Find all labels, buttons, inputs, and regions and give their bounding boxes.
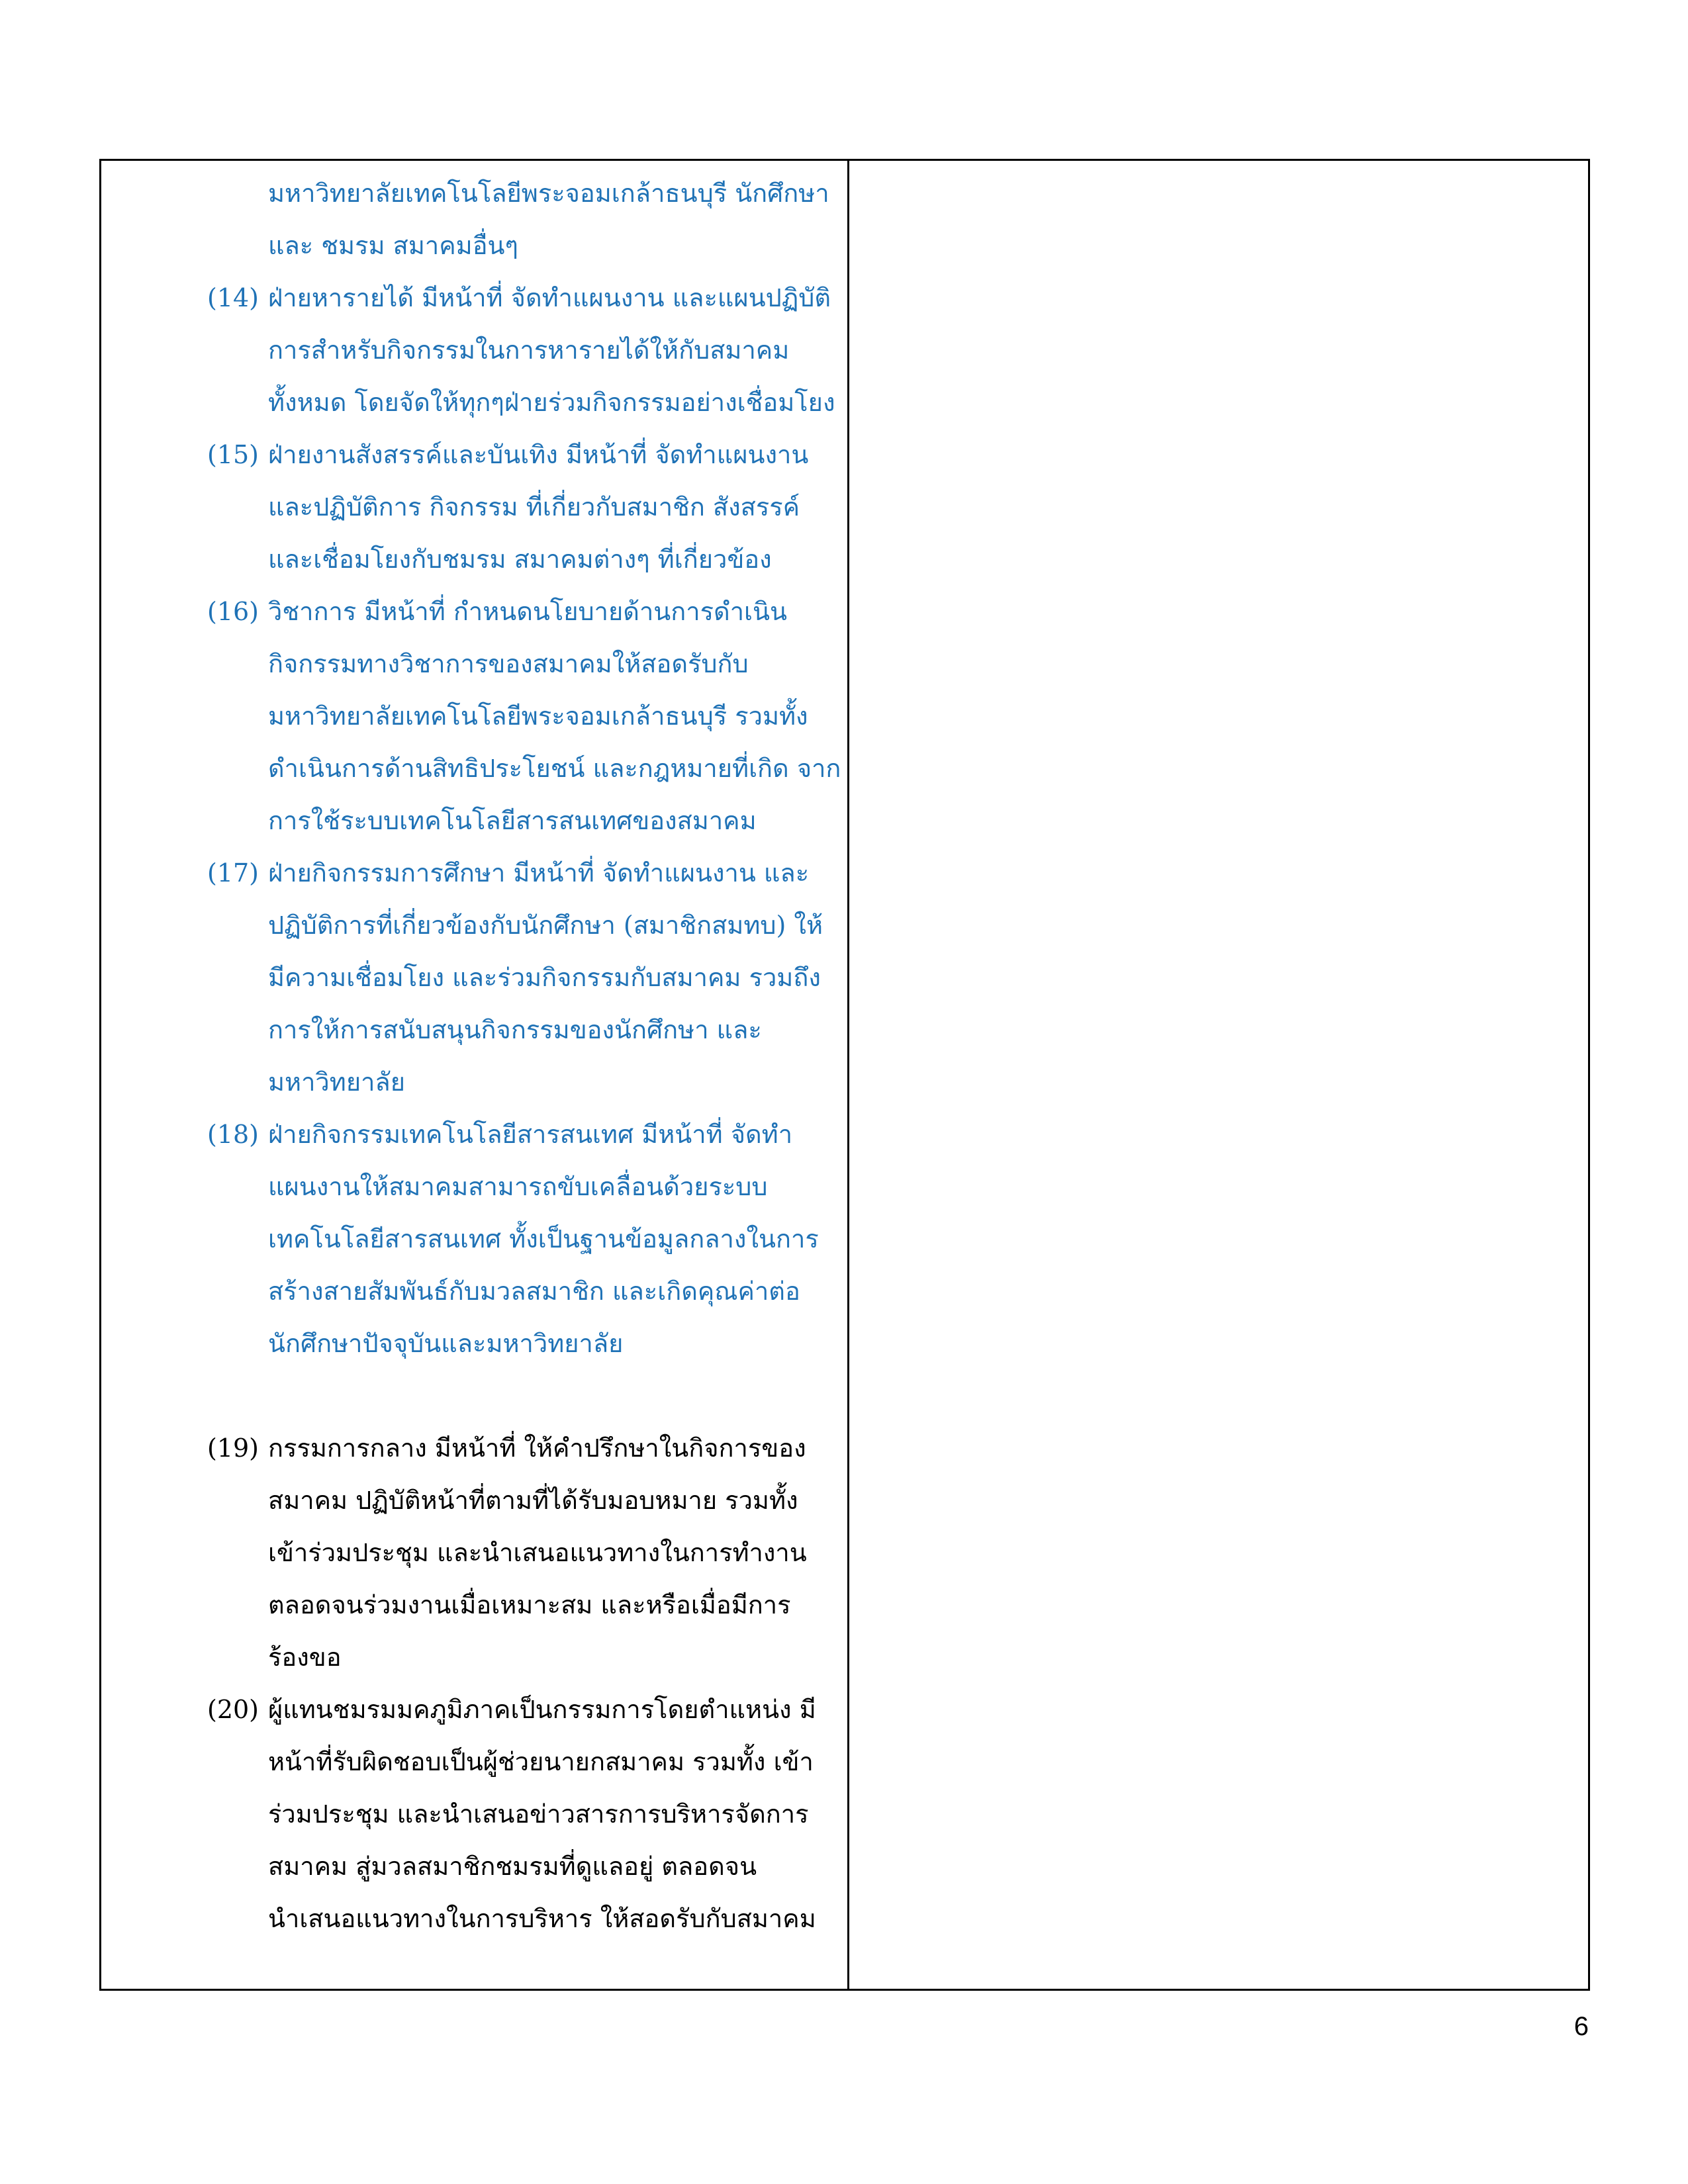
continuation-text xyxy=(207,167,922,272)
text-line: การให้การสนับสนุนกิจกรรมของนักศึกษา และ xyxy=(268,1015,762,1044)
text-line: ร่วมประชุม และนำเสนอข่าวสารการบริหารจัดการ xyxy=(268,1799,809,1829)
text-line: ร้องขอ xyxy=(268,1643,342,1672)
page-number: 6 xyxy=(1573,2012,1589,2041)
text-line: ฝ่ายหารายได้ มีหน้าที่ จัดทำแผนงาน และแผนปฏิบัติ xyxy=(268,283,831,312)
text-line: นำเสนอแนวทางในการบริหาร ให้สอดรับกับสมาคม xyxy=(268,1904,816,1933)
text-line: เทคโนโลยีสารสนเทศ ทั้งเป็นฐานข้อมูลกลางในการ xyxy=(268,1224,819,1253)
left-column xyxy=(207,167,922,1945)
text-line: มหาวิทยาลัย xyxy=(268,1068,405,1097)
item-number: (15) xyxy=(207,440,259,469)
text-line: กิจกรรมทางวิชาการของสมาคมให้สอดรับกับ xyxy=(268,649,749,678)
text-line: มหาวิทยาลัยเทคโนโลยีพระจอมเกล้าธนบุรี นักศึกษา xyxy=(268,179,829,208)
item-15 xyxy=(207,429,922,586)
item-19 xyxy=(207,1422,922,1684)
item-number: (20) xyxy=(207,1695,259,1724)
text-line: นักศึกษาปัจจุบันและมหาวิทยาลัย xyxy=(268,1329,624,1358)
text-line: เข้าร่วมประชุม และนำเสนอแนวทางในการทำงาน xyxy=(268,1538,807,1567)
text-line: และเชื่อมโยงกับชมรม สมาคมต่างๆ ที่เกี่ยวข้อง xyxy=(268,545,772,574)
item-14 xyxy=(207,272,922,429)
text-line: ปฏิบัติการที่เกี่ยวข้องกับนักศึกษา (สมาชิกสมทบ) ให้ xyxy=(268,911,823,940)
text-line: และปฏิบัติการ กิจกรรม ที่เกี่ยวกับสมาชิก สังสรรค์ xyxy=(268,492,800,522)
text-line: มหาวิทยาลัยเทคโนโลยีพระจอมเกล้าธนบุรี รวมทั้ง xyxy=(268,702,808,731)
text-line: สมาคม สู่มวลสมาชิกชมรมที่ดูแลอยู่ ตลอดจน xyxy=(268,1852,757,1881)
text-line: ทั้งหมด โดยจัดให้ทุกๆฝ่ายร่วมกิจกรรมอย่างเชื่อมโยง xyxy=(268,388,835,417)
item-number: (19) xyxy=(207,1433,259,1463)
text-line: การสำหรับกิจกรรมในการหารายได้ให้กับสมาคม xyxy=(268,336,790,365)
item-number: (14) xyxy=(207,283,259,312)
text-line: สมาคม ปฏิบัติหน้าที่ตามที่ได้รับมอบหมาย รวมทั้ง xyxy=(268,1486,798,1515)
text-line: ฝ่ายงานสังสรรค์และบันเทิง มีหน้าที่ จัดทำแผนงาน xyxy=(268,440,809,469)
text-line: และ ชมรม สมาคมอื่นๆ xyxy=(268,231,518,260)
item-17 xyxy=(207,847,922,1109)
item-number: (17) xyxy=(207,858,259,887)
text-line: ดำเนินการด้านสิทธิประโยชน์ และกฎหมายที่เกิด จาก xyxy=(268,754,841,783)
item-16 xyxy=(207,586,922,847)
item-number: (16) xyxy=(207,597,259,626)
text-line: ฝ่ายกิจกรรมเทคโนโลยีสารสนเทศ มีหน้าที่ จัดทำ xyxy=(268,1120,793,1149)
text-line: กรรมการกลาง มีหน้าที่ ให้คำปรึกษาในกิจการของ xyxy=(268,1433,806,1463)
blank-spacer xyxy=(207,1370,922,1422)
text-line: ฝ่ายกิจกรรมการศึกษา มีหน้าที่ จัดทำแผนงาน และ xyxy=(268,858,810,887)
item-20 xyxy=(207,1684,922,1945)
text-line: การใช้ระบบเทคโนโลยีสารสนเทศของสมาคม xyxy=(268,806,757,835)
text-line: แผนงานให้สมาคมสามารถขับเคลื่อนด้วยระบบ xyxy=(268,1172,768,1201)
table-frame xyxy=(99,159,1590,1991)
text-line: หน้าที่รับผิดชอบเป็นผู้ช่วยนายกสมาคม รวมทั้ง เข้า xyxy=(268,1747,814,1776)
text-line: ตลอดจนร่วมงานเมื่อเหมาะสม และหรือเมื่อมีการ xyxy=(268,1590,791,1619)
text-line: ผู้แทนชมรมมคภูมิภาคเป็นกรรมการโดยตำแหน่ง มี xyxy=(268,1695,816,1724)
item-18 xyxy=(207,1109,922,1370)
text-line: มีความเชื่อมโยง และร่วมกิจกรรมกับสมาคม รวมถึง xyxy=(268,963,821,992)
text-line: สร้างสายสัมพันธ์กับมวลสมาชิก และเกิดคุณค่าต่อ xyxy=(268,1277,800,1306)
item-number: (18) xyxy=(207,1120,259,1149)
text-line: วิชาการ มีหน้าที่ กำหนดนโยบายด้านการดำเนิน xyxy=(268,597,787,626)
